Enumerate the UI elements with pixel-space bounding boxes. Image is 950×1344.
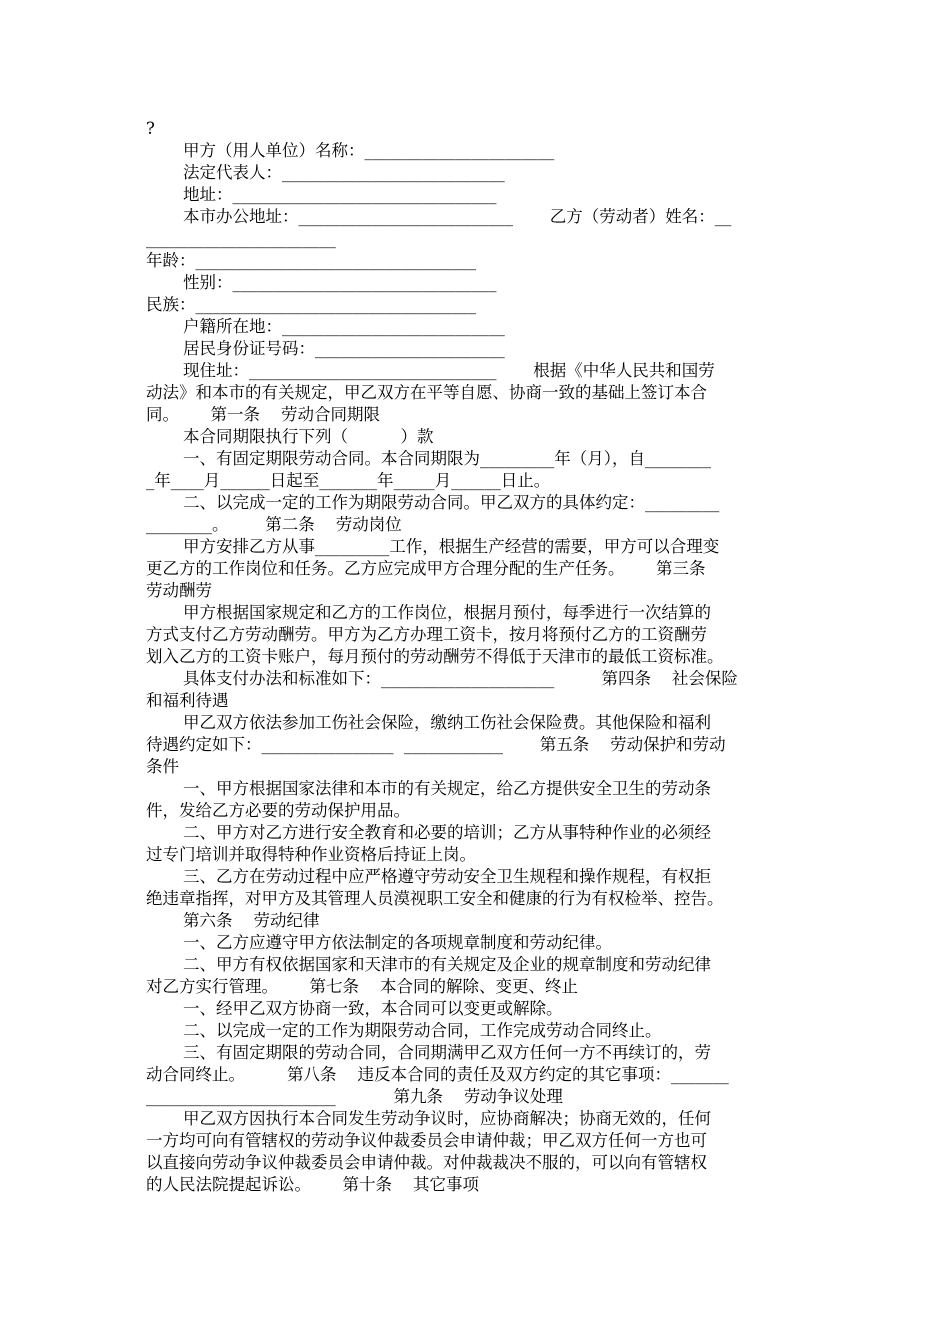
text-line: 更乙方的工作岗位和任务。乙方应完成甲方合理分配的生产任务。 第三条 (146, 559, 706, 578)
text-line: 对乙方实行管理。 第七条 本合同的解除、变更、终止 (146, 977, 578, 996)
text-line: 一、乙方应遵守甲方依法制定的各项规章制度和劳动纪律。 (183, 933, 612, 952)
text-line: 二、甲方有权依据国家和天津市的有关规定及企业的规章制度和劳动纪律 (183, 955, 711, 974)
text-line: 甲方（用人单位）名称：_______________________ (183, 141, 555, 160)
text-line: 绝违章指挥，对甲方及其管理人员漠视职工安全和健康的行为有权检举、控告。 (146, 889, 724, 908)
text-line: 现住址：______________________________ 根据《中华人民共和国劳 (183, 361, 715, 380)
text-line: 二、以完成一定的工作为期限劳动合同。甲乙双方的具体约定：_________ (183, 493, 720, 512)
text-line: 件，发给乙方必要的劳动保护用品。 (146, 801, 410, 820)
text-line: 待遇约定如下：________________ ____________ 第五条 劳动保护和劳动 (146, 735, 726, 754)
text-line: 一、甲方根据国家法律和本市的有关规定，给乙方提供安全卫生的劳动条 (183, 779, 711, 798)
text-line: 三、有固定期限的劳动合同，合同期满甲乙双方任何一方不再续订的，劳 (183, 1043, 711, 1062)
text-line: ? (146, 119, 155, 138)
text-line: 甲方根据国家规定和乙方的工作岗位，根据月预付，每季进行一次结算的 (183, 603, 711, 622)
text-line: 二、甲方对乙方进行安全教育和必要的培训；乙方从事特种作业的必须经 (183, 823, 711, 842)
text-line: ________。 第二条 劳动岗位 (146, 515, 402, 534)
text-line: 的人民法院提起诉讼。 第十条 其它事项 (146, 1175, 479, 1194)
text-line: 第六条 劳动纪律 (183, 911, 320, 930)
text-line: 划入乙方的工资卡账户，每月预付的劳动酬劳不得低于天津市的最低工资标准。 (146, 647, 724, 666)
text-line: 本合同期限执行下列（ ）款 (183, 427, 434, 446)
text-line: 地址：________________________________ (183, 185, 497, 204)
text-line: 方式支付乙方劳动酬劳。甲方为乙方办理工资卡，按月将预付乙方的工资酬劳 (146, 625, 707, 644)
text-line: 二、以完成一定的工作为期限劳动合同，工作完成劳动合同终止。 (183, 1021, 662, 1040)
text-line: 以直接向劳动争议仲裁委员会申请仲裁。对仲裁裁决不服的，可以向有管辖权 (146, 1153, 707, 1172)
text-line: _______________________ 第九条 劳动争议处理 (146, 1087, 563, 1106)
text-line: 法定代表人：___________________________ (183, 163, 505, 182)
text-line: 本市办公地址：__________________________ 乙方（劳动者）姓名：__ (183, 207, 732, 226)
text-line: 甲方安排乙方从事_________工作，根据生产经营的需要，甲方可以合理变 (183, 537, 720, 556)
text-line: 居民身份证号码：_______________________ (183, 339, 505, 358)
text-line: 动合同终止。 第八条 违反本合同的责任及双方约定的其它事项：_______ (146, 1065, 729, 1084)
text-line: 年龄：__________________________________ (146, 251, 476, 270)
text-line: 一、有固定期限劳动合同。本合同期限为_________年（月），自________ (183, 449, 711, 468)
text-line: 户籍所在地：___________________________ (183, 317, 505, 336)
text-line: 同。 第一条 劳动合同期限 (146, 405, 380, 424)
text-line: 甲乙双方依法参加工伤社会保险，缴纳工伤社会保险费。其他保险和福利 (183, 713, 711, 732)
text-line: 一、经甲乙双方协商一致，本合同可以变更或解除。 (183, 999, 563, 1018)
text-line: 具体支付办法和标准如下：_____________________ 第四条 社会保险 (183, 669, 738, 688)
text-line: 条件 (146, 757, 179, 776)
text-line: 和福利待遇 (146, 691, 229, 710)
text-line: 三、乙方在劳动过程中应严格遵守劳动安全卫生规程和操作规程，有权拒 (183, 867, 711, 886)
text-line: 性别：________________________________ (183, 273, 497, 292)
text-line: 过专门培训并取得特种作业资格后持证上岗。 (146, 845, 476, 864)
text-line: _年____月______日起至_______年_____月______日止。 (146, 471, 551, 490)
text-line: 民族：__________________________________ (146, 295, 476, 314)
text-line: 甲乙双方因执行本合同发生劳动争议时，应协商解决；协商无效的，任何 (183, 1109, 711, 1128)
text-line: 动法》和本市的有关规定，甲乙双方在平等自愿、协商一致的基础上签订本合 (146, 383, 707, 402)
text-line: _______________________ (146, 229, 336, 248)
text-line: 劳动酬劳 (146, 581, 212, 600)
text-line: 一方均可向有管辖权的劳动争议仲裁委员会申请仲裁；甲乙双方任何一方也可 (146, 1131, 707, 1150)
